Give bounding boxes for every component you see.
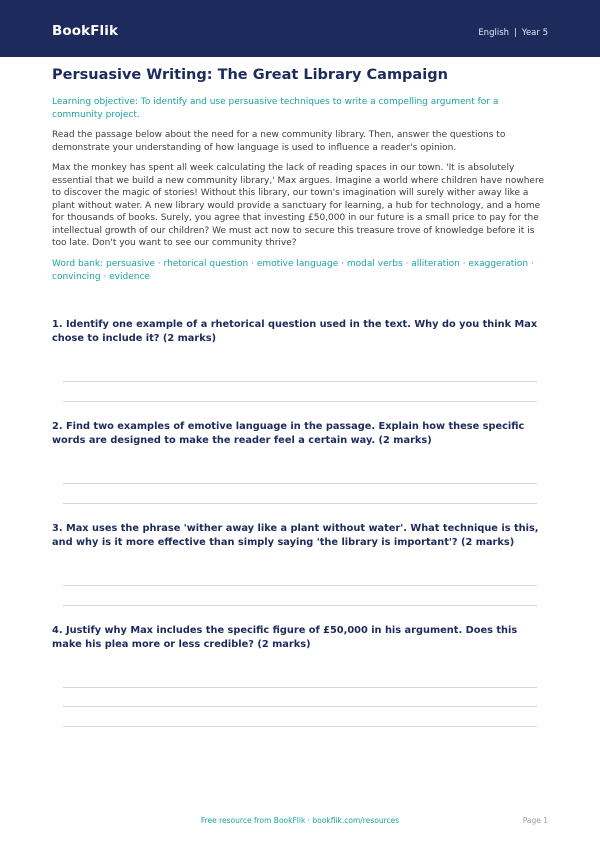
footer-credit: Free resource from BookFlik · bookflik.com/resources [200, 816, 400, 825]
worksheet-content [52, 66, 550, 285]
header-bar [0, 0, 600, 57]
answer-line[interactable] [63, 726, 537, 727]
subject-year [478, 28, 548, 38]
question-1: 1. Identify one example of a rhetorical question used in the text. Why do you think Max chose to include it? (2 marks) [52, 319, 538, 344]
subject-label: English [478, 28, 510, 38]
meta-separator: | [514, 28, 517, 38]
answer-line[interactable] [63, 381, 537, 382]
learning-objective: Learning objective: To identify and use persuasive techniques to write a compelling argument for a community project. [52, 97, 499, 120]
question-4: 4. Justify why Max includes the specific figure of £50,000 in his argument. Does this make his plea more or less credible? (2 marks) [52, 625, 518, 650]
page-number: Page 1 [522, 816, 548, 825]
answer-line[interactable] [63, 401, 537, 402]
question-3: 3. Max uses the phrase 'wither away like a plant without water'. What technique is this, and why is it more effective than simply saying 'the library is important'? (2 marks) [52, 523, 539, 548]
answer-line[interactable] [63, 605, 537, 606]
worksheet-title: Persuasive Writing: The Great Library Campaign [52, 67, 448, 83]
question-2: 2. Find two examples of emotive language in the passage. Explain how these specific words are designed to make the reader feel a certain way. (2 marks) [52, 421, 525, 446]
word-bank: Word bank: persuasive · rhetorical question · emotive language · modal verbs · alliteration · exaggeration · convincing · evidence [52, 258, 534, 282]
instructions: Read the passage below about the need for a new community library. Then, answer the questions to demonstrate your understanding of how language is used to influence a reader's opinion. [52, 130, 506, 153]
year-label: Year 5 [521, 28, 548, 38]
answer-line[interactable] [63, 585, 537, 586]
brand-logo: BookFlik [52, 23, 119, 39]
answer-line[interactable] [63, 706, 537, 707]
answer-line[interactable] [63, 483, 537, 484]
reading-passage: Max the monkey has spent all week calculating the lack of reading spaces in our town. 'It is absolutely essential that we build a new community library,' Max argues. Imagine a world where children have nowhere to discover the magic of stories! Without this library, our town's imagination will surely wither away like a plant without water. A new library would provide a sanctuary for learning, a hub for technology, and a home for thousands of books. Surely, you agree that investing £50,000 in our future is a small price to pay for the intellectual growth of our children? We must act now to secure this treasure trove of knowledge before it is too late. Don't you want to see our community thrive? [52, 163, 544, 248]
answer-line[interactable] [63, 503, 537, 504]
answer-line[interactable] [63, 687, 537, 688]
